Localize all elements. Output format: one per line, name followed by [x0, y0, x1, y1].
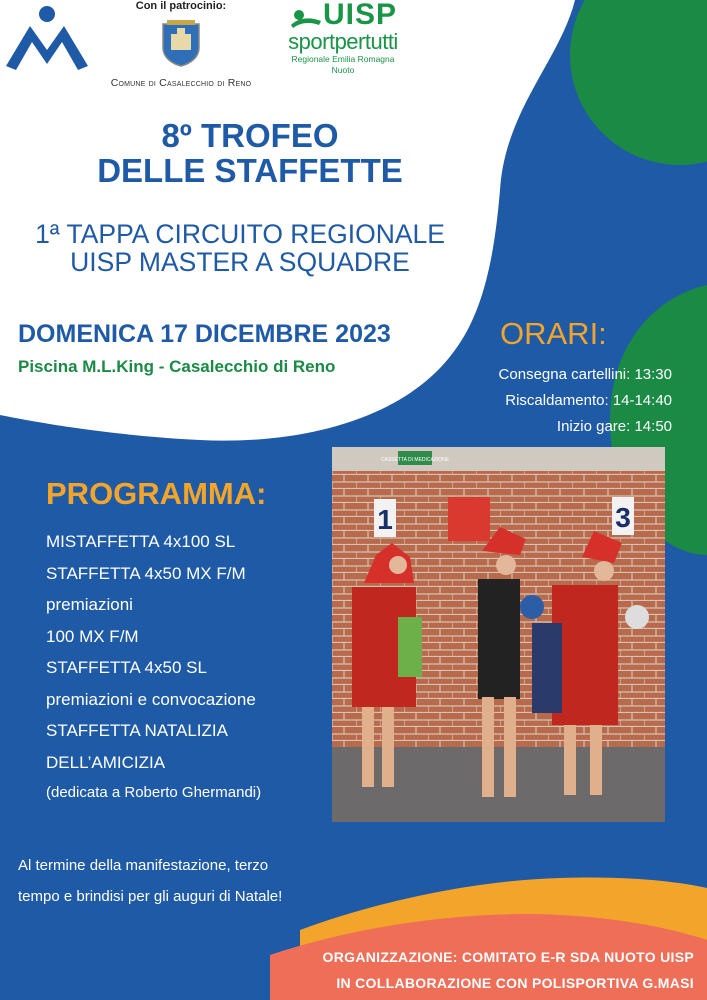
orari-item: Riscaldamento: 14-14:40: [505, 392, 672, 409]
programma-item: DELL’AMICIZIA: [46, 752, 166, 772]
orari-heading: ORARI:: [500, 316, 607, 351]
title-line-2: DELLE STAFFETTE: [97, 152, 403, 189]
subtitle-line-2: UISP MASTER A SQUADRE: [70, 247, 410, 277]
swimmer-logo-icon: [0, 0, 95, 80]
organization-line-2: IN COLLABORAZIONE CON POLISPORTIVA G.MASI: [336, 975, 694, 991]
programma-item: MISTAFFETTA 4x100 SL: [46, 532, 236, 551]
organization-line-1: ORGANIZZAZIONE: COMITATO E-R SDA NUOTO UISP: [322, 949, 694, 965]
comune-label: Comune di Casalecchio di Reno: [110, 77, 252, 89]
photo-sign: CASSETTA DI MEDICAZIONE: [380, 457, 450, 463]
lane-number: 1: [377, 504, 393, 535]
uisp-subbrand: sportpertutti: [288, 29, 398, 54]
programma-item: STAFFETTA 4x50 MX F/M: [46, 563, 246, 583]
event-subtitle: [10, 220, 470, 276]
organization-footer: [300, 944, 694, 996]
orari-item: Consegna cartellini: 13:30: [498, 366, 672, 383]
programma-item: 100 MX F/M: [46, 626, 139, 646]
orari-list: [440, 362, 672, 440]
uisp-region: Regionale Emilia Romagna: [291, 54, 395, 64]
programma-heading: PROGRAMMA:: [46, 476, 267, 511]
orari-item: Inizio gare: 14:50: [556, 418, 672, 435]
programma-item: STAFFETTA 4x50 SL: [46, 658, 207, 677]
closing-line-2: tempo e brindisi per gli auguri di Natale!: [18, 888, 283, 905]
programma-item: premiazioni: [46, 595, 133, 614]
patronage-block: [96, 0, 266, 92]
closing-text: [18, 850, 348, 912]
closing-line-1: Al termine della manifestazione, terzo: [18, 857, 269, 874]
title-line-1: 8º TROFEO: [161, 117, 339, 154]
swimmer-mark-icon: [289, 5, 323, 27]
event-date: DOMENICA 17 DICEMBRE 2023: [18, 320, 391, 348]
patrocinio-label: Con il patrocinio:: [135, 0, 227, 12]
event-venue: Piscina M.L.King - Casalecchio di Reno: [18, 357, 336, 376]
swimmers-santa-hats-photo: [332, 447, 665, 822]
lane-number: 3: [615, 502, 631, 533]
event-title: [40, 118, 460, 188]
uisp-sport: Nuoto: [331, 65, 355, 75]
programma-list: [46, 526, 256, 778]
programma-item: premiazioni e convocazione: [46, 689, 256, 709]
programma-note: (dedicata a Roberto Ghermandi): [46, 784, 262, 801]
programma-item: STAFFETTA NATALIZIA: [46, 721, 228, 740]
comune-crest-icon: [159, 18, 203, 68]
uisp-logo: [272, 0, 414, 92]
uisp-brand: UISP: [322, 0, 398, 31]
subtitle-line-1: 1ª TAPPA CIRCUITO REGIONALE: [35, 219, 445, 249]
